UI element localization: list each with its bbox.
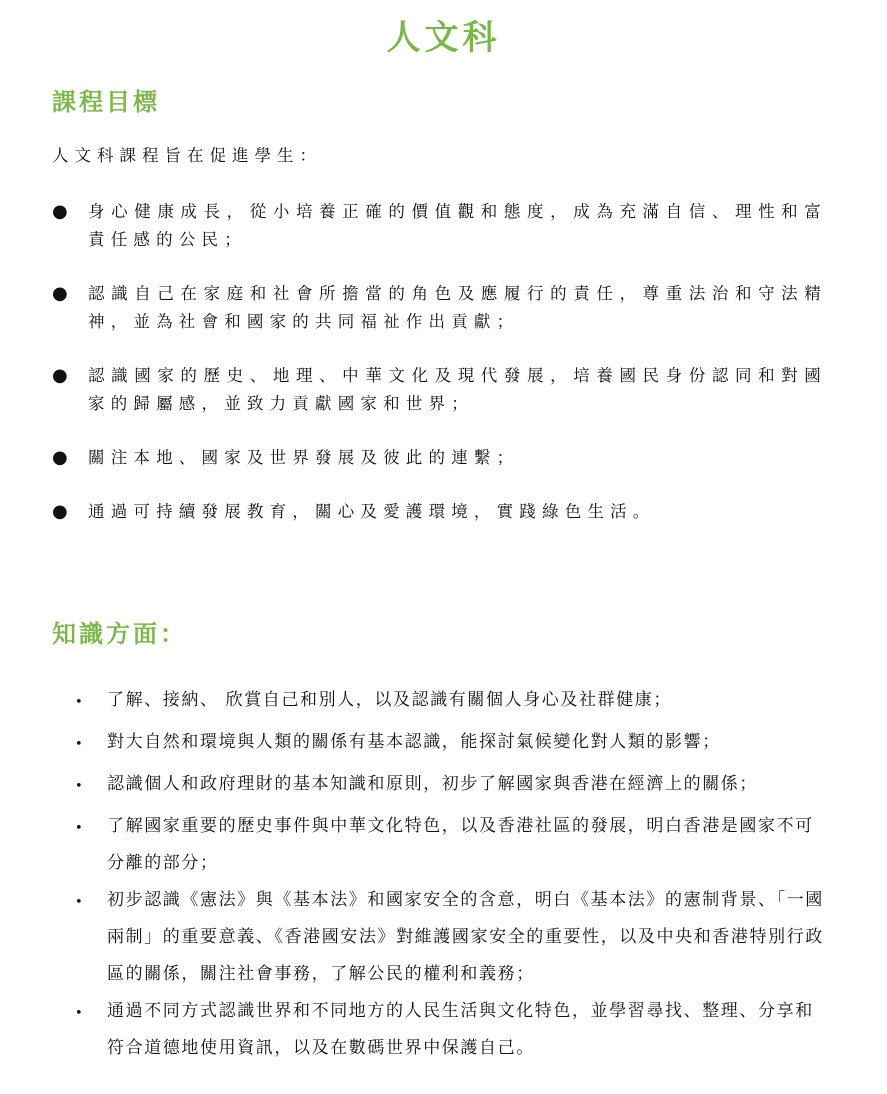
knowledge-item xyxy=(75,682,825,724)
page-title: 人文科 xyxy=(386,18,501,58)
knowledge-heading: 知識方面： xyxy=(52,619,187,648)
bullet-icon: • xyxy=(75,737,85,752)
objective-text: 關注本地、國家及世界發展及彼此的連繫； xyxy=(88,448,520,467)
objective-text: 認識自己在家庭和社會所擔當的角色及應履行的責任，尊重法治和守法精神，並為社會和國家的共同福祉作出貢獻； xyxy=(88,284,827,331)
bullet-icon: • xyxy=(75,695,85,710)
objective-text: 認識國家的歷史、地理、中華文化及現代發展，培養國民身份認同和對國家的歸屬感，並致力貢獻國家和世界； xyxy=(88,366,827,413)
bullet-icon: • xyxy=(75,895,85,910)
objectives-heading: 課程目標 xyxy=(52,87,160,116)
knowledge-text: 認識個人和政府理財的基本知識和原則，初步了解國家與香港在經濟上的關係； xyxy=(107,774,758,794)
knowledge-item xyxy=(75,882,825,993)
bullet-icon: ● xyxy=(52,201,68,222)
bullet-icon: • xyxy=(75,779,85,794)
knowledge-text: 了解國家重要的歷史事件與中華文化特色，以及香港社區的發展，明白香港是國家不可分離的部分； xyxy=(107,816,814,873)
knowledge-item xyxy=(75,766,825,808)
knowledge-item xyxy=(75,724,825,766)
objective-item xyxy=(52,362,827,418)
knowledge-list xyxy=(75,682,825,1067)
objective-item xyxy=(52,498,827,526)
objectives-intro: 人文科課程旨在促進學生： xyxy=(52,146,322,165)
bullet-icon: ● xyxy=(52,283,68,304)
objective-text: 通過可持續發展教育，關心及愛護環境，實踐綠色生活。 xyxy=(88,502,656,521)
objective-text: 身心健康成長，從小培養正確的價值觀和態度，成為充滿自信、理性和富責任感的公民； xyxy=(88,202,827,249)
knowledge-text: 對大自然和環境與人類的關係有基本認識，能探討氣候變化對人類的影響； xyxy=(107,732,721,752)
bullet-icon: ● xyxy=(52,501,68,522)
knowledge-text: 通過不同方式認識世界和不同地方的人民生活與文化特色，並學習尋找、整理、分享和符合道德地使用資訊，以及在數碼世界中保護自己。 xyxy=(107,1001,814,1058)
knowledge-item xyxy=(75,993,825,1067)
bullet-icon: • xyxy=(75,821,85,836)
objective-item xyxy=(52,280,827,336)
bullet-icon: ● xyxy=(52,447,68,468)
bullet-icon: • xyxy=(75,1006,85,1021)
bullet-icon: ● xyxy=(52,365,68,386)
knowledge-text: 初步認識《憲法》與《基本法》和國家安全的含意，明白《基本法》的憲制背景、「一國兩制」的重要意義、《香港國安法》對維護國家安全的重要性，以及中央和香港特別行政區的關係，關注社會事務，了解公民的權利和義務； xyxy=(107,890,824,984)
objective-item xyxy=(52,444,827,472)
objective-item xyxy=(52,198,827,254)
knowledge-item xyxy=(75,808,825,882)
knowledge-text: 了解、接納、 欣賞自己和別人，以及認識有關個人身心及社群健康； xyxy=(107,690,673,710)
